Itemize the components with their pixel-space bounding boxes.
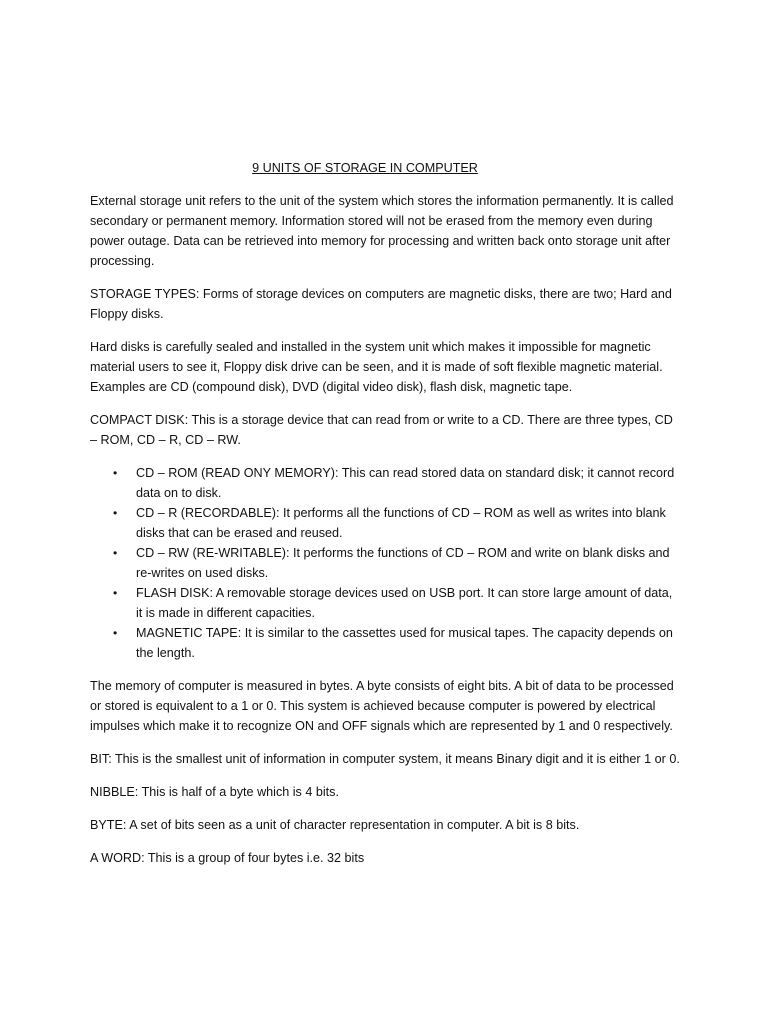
document-page [90,158,680,881]
paragraph-memory-bytes: The memory of computer is measured in bytes. A byte consists of eight bits. A bit of data to be processed or stored is equivalent to a 1 or 0. This system is achieved because computer is powered by electrical impulses which make it to recognize ON and OFF signals which are represented by 1 and 0 respectively. [90,679,674,733]
bullet-icon: • [113,466,118,480]
document-title: 9 UNITS OF STORAGE IN COMPUTER [252,161,478,175]
list-item-text: MAGNETIC TAPE: It is similar to the cassettes used for musical tapes. The capacity depends on the length. [136,626,673,660]
paragraph-bit: BIT: This is the smallest unit of information in computer system, it means Binary digit and it is either 1 or 0. [90,752,680,766]
list-item-text: CD – ROM (READ ONY MEMORY): This can read stored data on standard disk; it cannot record data on to disk. [136,466,675,500]
list-item-text: CD – R (RECORDABLE): It performs all the functions of CD – ROM as well as writes into blank disks that can be erased and reused. [136,506,666,540]
list-item [113,583,680,623]
list-item-text: FLASH DISK: A removable storage devices used on USB port. It can store large amount of data, it is made in different capacities. [136,586,673,620]
paragraph-external-storage: External storage unit refers to the unit of the system which stores the information permanently. It is called secondary or permanent memory. Information stored will not be erased from the memory even during power outage. Data can be retrieved into memory for processing and written back onto storage unit after processing. [90,194,674,268]
list-item [113,623,680,663]
bullet-icon: • [113,626,118,640]
paragraph-byte: BYTE: A set of bits seen as a unit of character representation in computer. A bit is 8 bits. [90,818,580,832]
paragraph-hard-disks: Hard disks is carefully sealed and installed in the system unit which makes it impossible for magnetic material users to see it, Floppy disk drive can be seen, and it is made of soft flexible magnetic material. Examples are CD (compound disk), DVD (digital video disk), flash disk, magnetic tape. [90,340,663,394]
list-item [113,503,680,543]
paragraph-nibble: NIBBLE: This is half of a byte which is 4 bits. [90,785,339,799]
list-item [113,463,680,503]
storage-types-list [90,463,680,663]
list-item-text: CD – RW (RE-WRITABLE): It performs the functions of CD – ROM and write on blank disks and re-writes on used disks. [136,546,670,580]
bullet-icon: • [113,506,118,520]
paragraph-storage-types: STORAGE TYPES: Forms of storage devices on computers are magnetic disks, there are two; Hard and Floppy disks. [90,287,672,321]
paragraph-compact-disk: COMPACT DISK: This is a storage device that can read from or write to a CD. There are three types, CD – ROM, CD – R, CD – RW. [90,413,673,447]
paragraph-word: A WORD: This is a group of four bytes i.e. 32 bits [90,851,365,865]
bullet-icon: • [113,586,118,600]
list-item [113,543,680,583]
bullet-icon: • [113,546,118,560]
